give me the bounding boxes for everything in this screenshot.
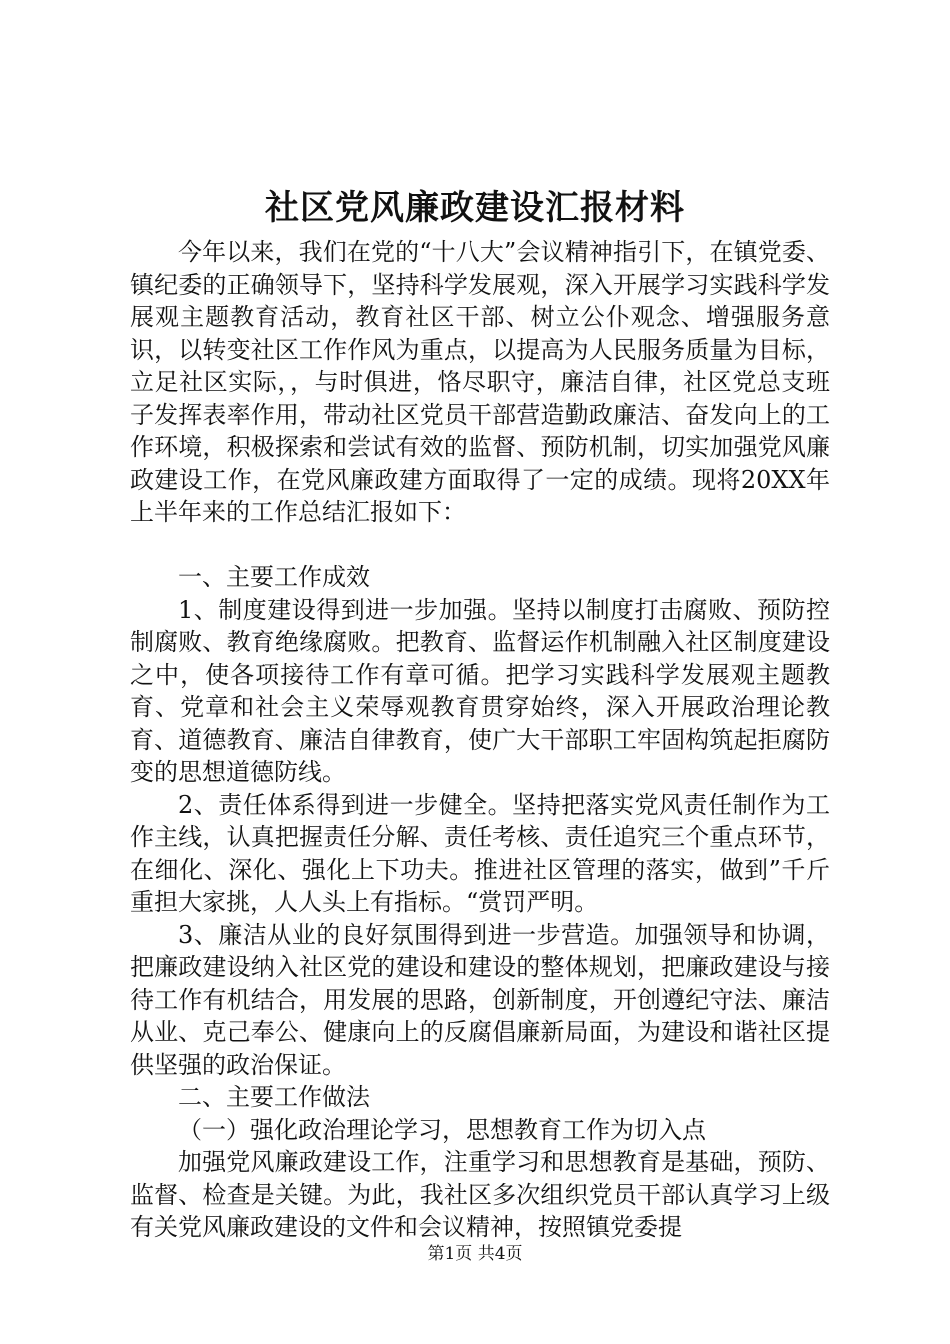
paragraph-responsibility-system: 2、责任体系得到进一步健全。坚持把落实党风责任制作为工作主线，认真把握责任分解、责任考核、责任追究三个重点环节，在细化、深化、强化上下功夫。推进社区管理的落实，做到”千斤重担大家挑，人人头上有指标。“赏罚严明。 <box>130 790 830 916</box>
section-heading-main-methods: 二、主要工作做法 <box>178 1083 370 1111</box>
subsection-heading-political-study: （一）强化政治理论学习，思想教育工作为切入点 <box>178 1115 706 1144</box>
paragraph-study-education: 加强党风廉政建设工作，注重学习和思想教育是基础，预防、监督、检查是关键。为此，我社区多次组织党员干部认真学习上级有关党风廉政建设的文件和会议精神，按照镇党委提 <box>130 1148 830 1241</box>
paragraph-system-building: 1、制度建设得到进一步加强。坚持以制度打击腐败、预防控制腐败、教育绝缘腐败。把教育、监督运作机制融入社区制度建设之中，使各项接待工作有章可循。把学习实践科学发展观主题教育、党章和社会主义荣辱观教育贯穿始终，深入开展政治理论教育、道德教育、廉洁自律教育，使广大干部职工牢固构筑起拒腐防变的思想道德防线。 <box>130 595 830 786</box>
page-footer: 第1页 共4页 <box>427 1244 523 1264</box>
paragraph-intro: 今年以来，我们在党的“十八大”会议精神指引下，在镇党委、镇纪委的正确领导下，坚持科学发展观，深入开展学习实践科学发展观主题教育活动，教育社区干部、树立公仆观念、增强服务意识，以转变社区工作作风为重点，以提高为人民服务质量为目标，立足社区实际，，与时俱进，恪尽职守，廉洁自律，社区党总支班子发挥表率作用，带动社区党员干部营造勤政廉洁、奋发向上的工作环境，积极探索和尝试有效的监督、预防机制，切实加强党风廉政建设工作，在党风廉政建方面取得了一定的成绩。现将20XX年上半年来的工作总结汇报如下： <box>130 238 830 526</box>
document-body <box>130 236 830 1244</box>
paragraph-clean-atmosphere: 3、廉洁从业的良好氛围得到进一步营造。加强领导和协调，把廉政建设纳入社区党的建设和建设的整体规划，把廉政建设与接待工作有机结合，用发展的思路，创新制度，开创遵纪守法、廉洁从业、克己奉公、健康向上的反腐倡廉新局面，为建设和谐社区提供坚强的政治保证。 <box>130 920 830 1079</box>
section-heading-main-results: 一、主要工作成效 <box>178 563 370 591</box>
document-title: 社区党风廉政建设汇报材料 <box>265 188 685 228</box>
